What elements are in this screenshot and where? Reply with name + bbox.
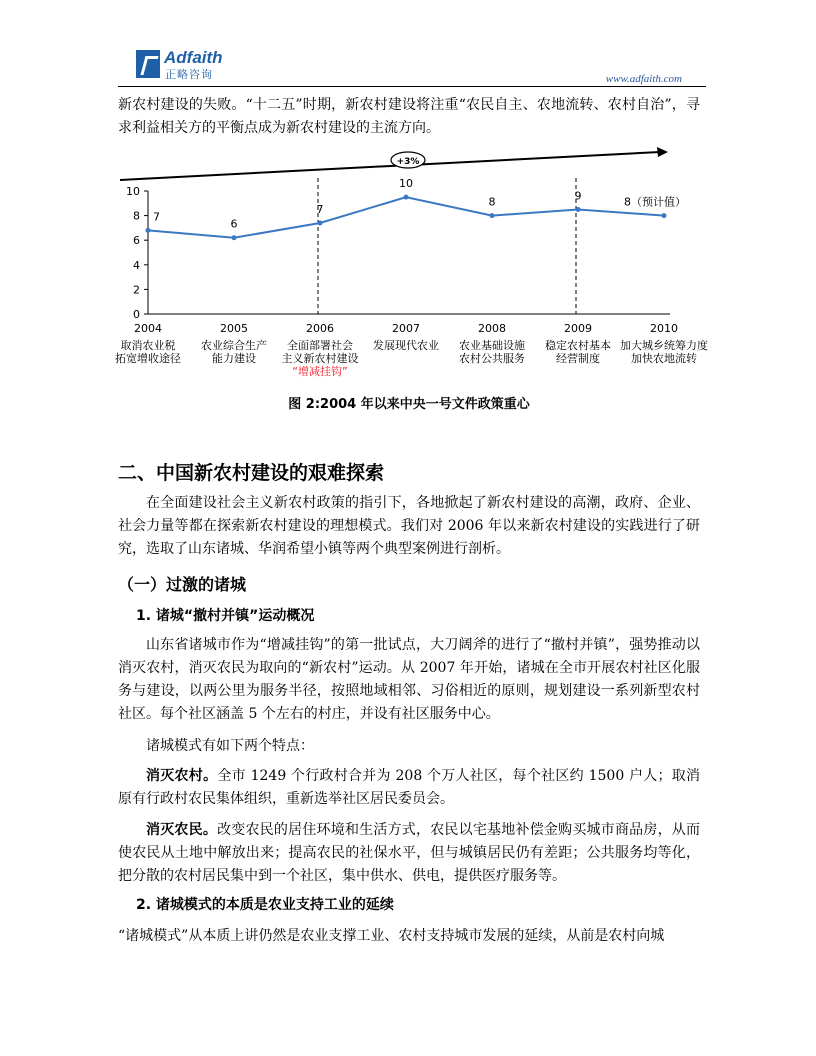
category-note: 发展现代农业 — [373, 339, 439, 352]
data-label: 6 — [230, 217, 238, 231]
x-tick-label: 2005 — [220, 322, 248, 335]
feature2-text: 改变农民的居住环境和生活方式，农民以宅基地补偿金购买城市商品房，从而使农民从土地中解放出来；提高农民的社保水平，但与城镇居民仍有差距；公共服务均等化，把分散的农村居民集中到一个社区，集中供水、供电，提供医疗服务等。 — [118, 822, 701, 884]
category-note: 农业综合生产 — [201, 339, 267, 352]
site-url[interactable]: www.adfaith.com — [605, 73, 682, 85]
item2-heading: 2. 诸城模式的本质是农业支持工业的延续 — [136, 897, 394, 913]
chart-caption: 图 2:2004 年以来中央一号文件政策重心 — [288, 397, 530, 412]
category-note: 经营制度 — [556, 352, 600, 365]
y-tick-label: 4 — [133, 258, 140, 272]
data-point — [146, 228, 151, 233]
intro-paragraph: 新农村建设的失败。“十二五”时期，新农村建设将注重“农民自主、农地流转、农村自治”，寻求利益相关方的平衡点成为新农村建设的主流方向。 — [118, 97, 700, 136]
y-tick-label: 2 — [133, 283, 140, 297]
y-tick-label: 10 — [126, 185, 140, 198]
policy-chart — [108, 146, 718, 388]
highlight-note: “增减挂钩” — [292, 365, 348, 378]
data-point — [318, 220, 323, 225]
logo-subtitle: 正略咨询 — [165, 68, 213, 81]
x-tick-label: 2006 — [306, 322, 334, 335]
category-note: 主义新农村建设 — [281, 352, 359, 365]
item1-heading: 1. 诸城“撤村并镇”运动概况 — [136, 608, 315, 624]
data-point — [490, 213, 495, 218]
logo-name: Adfaith — [164, 48, 223, 67]
section-paragraph: 在全面建设社会主义新农村政策的指引下，各地掀起了新农村建设的高潮，政府、企业、社会力量等都在探索新农村建设的理想模式。我们对 2006 年以来新农村建设的实践进行了研究，选取了山东诸城、华润希望小镇等两个典型案例进行剖析。 — [118, 495, 700, 557]
feature1-paragraph — [118, 765, 700, 811]
feature1-title: 消灭农村。 — [146, 768, 218, 784]
subsection-heading: （一）过激的诸城 — [118, 575, 247, 594]
data-point — [232, 235, 237, 240]
item1-paragraph: 山东省诸城市作为“增减挂钩”的第一批试点，大刀阔斧的进行了“撤村并镇”，强势推动以消灭农村，消灭农民为取向的“新农村”运动。从 2007 年开始，诸城在全市开展农村社区化服务与建设，以两公里为服务半径，按照地域相邻、习俗相近的原则，规划建设一系列新型农村社区。每个社区涵盖 5 个左右的村庄，并设有社区服务中心。 — [118, 637, 700, 722]
y-tick-label: 0 — [133, 308, 140, 321]
series-line — [148, 197, 664, 238]
x-tick-label: 2007 — [392, 322, 420, 335]
trend-label: +3% — [396, 157, 420, 167]
data-label: 7 — [316, 202, 324, 216]
data-label: 10 — [399, 177, 413, 191]
feature2-paragraph — [118, 819, 700, 888]
category-note: 稳定农村基本 — [545, 339, 611, 352]
x-tick-label: 2004 — [134, 322, 162, 335]
category-note: 加快农地流转 — [631, 352, 697, 365]
header-rule — [118, 86, 706, 87]
x-tick-label: 2010 — [650, 322, 678, 335]
section-heading: 二、中国新农村建设的艰难探索 — [118, 462, 385, 484]
y-tick-label: 8 — [133, 209, 140, 223]
trend-arrow-line — [120, 152, 660, 180]
feature1-text: 全市 1249 个行政村合并为 208 个万人社区，每个社区约 1500 户人；取消原有行政村农民集体组织，重新选举社区居民委员会。 — [118, 768, 701, 807]
trend-arrow-head — [657, 147, 668, 157]
category-note: 加大城乡统筹力度 — [620, 339, 708, 352]
data-label: 9 — [574, 189, 582, 203]
category-note: 能力建设 — [212, 352, 256, 365]
y-tick-label: 6 — [133, 234, 140, 248]
adfaith-logo-icon — [136, 50, 160, 78]
category-note: 农业基础设施 — [459, 339, 525, 352]
category-note: 全面部署社会 — [287, 339, 353, 352]
feature2-title: 消灭农民。 — [146, 822, 218, 838]
item2-paragraph: “诸城模式”从本质上讲仍然是农业支撑工业、农村支持城市发展的延续，从前是农村向城 — [118, 928, 665, 944]
data-label: 8（预计值） — [624, 195, 686, 209]
data-point — [662, 213, 667, 218]
data-label: 7 — [153, 210, 160, 224]
data-label: 8 — [488, 195, 496, 209]
category-note: 农村公共服务 — [459, 352, 525, 365]
category-note: 取消农业税 — [120, 339, 176, 352]
x-tick-label: 2009 — [564, 322, 592, 335]
features-intro: 诸城模式有如下两个特点： — [146, 738, 314, 754]
category-note: 拓宽增收途径 — [115, 352, 181, 365]
data-point — [576, 207, 581, 212]
x-tick-label: 2008 — [478, 322, 506, 335]
data-point — [404, 195, 409, 200]
